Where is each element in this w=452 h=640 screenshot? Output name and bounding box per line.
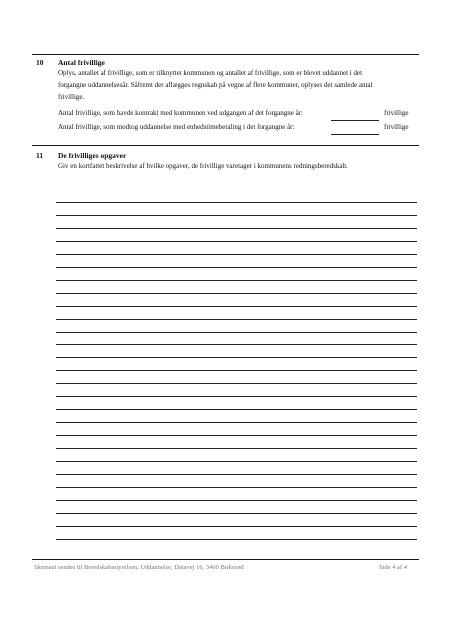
answer-line [56, 448, 417, 449]
section-10-title: Antal frivillige [58, 58, 105, 67]
answer-line [56, 539, 417, 540]
answer-line [56, 344, 417, 345]
answer-line [56, 306, 417, 307]
contract-volunteers-unit: frivillige [384, 109, 409, 117]
tasks-answer-area[interactable] [56, 196, 417, 540]
contract-volunteers-field[interactable] [331, 120, 379, 121]
section-10-top-rule [32, 54, 419, 55]
answer-line [56, 435, 417, 436]
answer-line [56, 293, 417, 294]
answer-line [56, 383, 417, 384]
footer-rule [32, 559, 419, 560]
answer-line [56, 526, 417, 527]
section-11-top-rule [32, 145, 419, 146]
answer-line [56, 280, 417, 281]
trained-volunteers-field[interactable] [331, 134, 379, 135]
trained-volunteers-label: Antal frivillige, som modtog uddannelse med enhedstimebetaling i det forgangne år: [58, 123, 295, 131]
answer-line [56, 254, 417, 255]
answer-line [56, 500, 417, 501]
answer-line [56, 487, 417, 488]
answer-line [56, 241, 417, 242]
answer-line [56, 202, 417, 203]
trained-volunteers-unit: frivillige [384, 123, 409, 131]
contract-volunteers-label: Antal frivillige, som havde kontrakt med kommunen ved udgangen af det forgangne år: [58, 109, 303, 117]
footer-address: Skemaet sendes til Beredskabsstyrelsen, Uddannelse, Datavej 16, 3460 Birkerød [34, 564, 244, 571]
answer-line [56, 474, 417, 475]
answer-line [56, 370, 417, 371]
section-11-instruction: Giv en kortfattet beskrivelse af hvilke opgaver, de frivillige varetager i kommunens redningsberedskab. [58, 162, 348, 170]
section-11-title: De frivilliges opgaver [58, 151, 127, 160]
answer-line [56, 396, 417, 397]
answer-line [56, 409, 417, 410]
answer-line [56, 215, 417, 216]
section-11-number: 11 [36, 151, 44, 160]
answer-line [56, 422, 417, 423]
section-10-description-line-3: frivillige. [58, 93, 85, 101]
answer-line [56, 332, 417, 333]
answer-line [56, 319, 417, 320]
answer-line [56, 461, 417, 462]
answer-line [56, 357, 417, 358]
section-10-description-line-2: forgangne uddannelsesår. Såfremt der aflægges regnskab på vegne af flere kommuner, oplyses det samlede antal [58, 81, 373, 89]
answer-line [56, 228, 417, 229]
section-10-number: 10 [36, 58, 44, 67]
page-number: Side 4 af 4 [379, 564, 407, 571]
answer-line [56, 513, 417, 514]
answer-line [56, 267, 417, 268]
section-10-description-line-1: Oplys, antallet af frivillige, som er tilknyttet kommunen og antallet af frivillige, som er blevet uddannet i det [58, 69, 363, 77]
